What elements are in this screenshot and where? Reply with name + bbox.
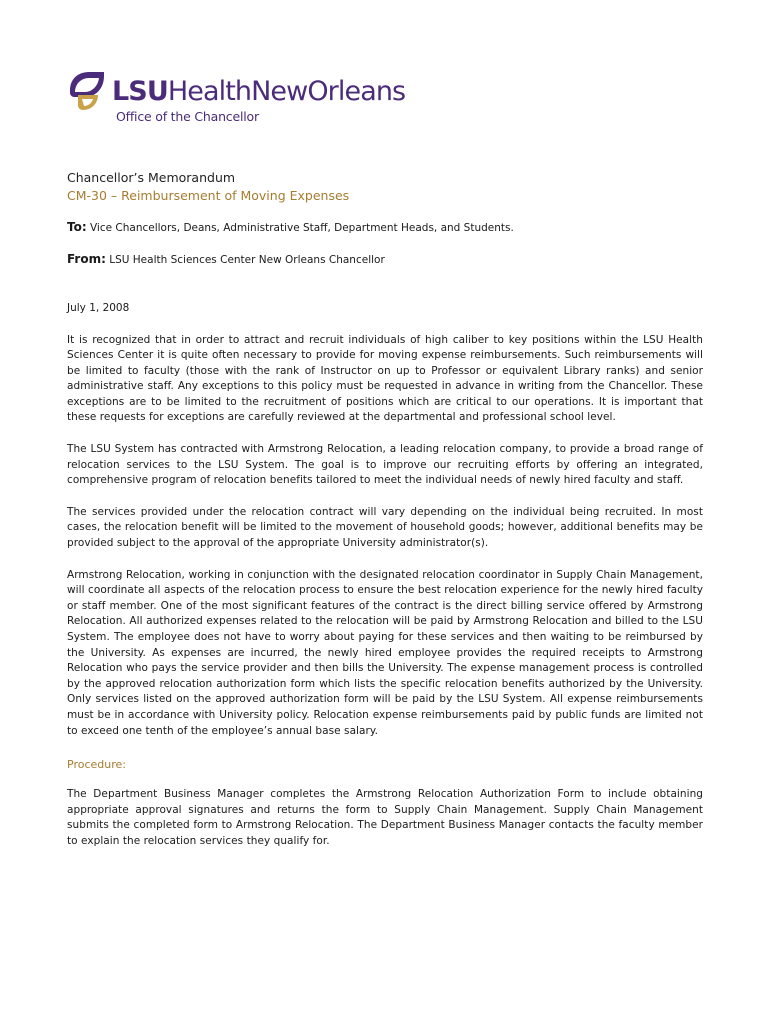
body-paragraph-2: The LSU System has contracted with Armstrong Relocation, a leading relocation company, to provide a broad range of relocation services to the LSU System. The goal is to improve our recruiting efforts by offering an integrated, comprehensive program of relocation benefits tailored to meet the individual needs of newly hired faculty and staff. bbox=[67, 443, 703, 487]
org-name-rest: HealthNewOrleans bbox=[167, 76, 406, 107]
body-paragraph-3: The services provided under the relocation contract will vary depending on the individual being recruited. In most cases, the relocation benefit will be limited to the movement of household goods; however, additional benefits may be provided subject to the approval of the appropriate University administrator(s). bbox=[67, 505, 703, 550]
procedure-paragraph: The Department Business Manager completes the Armstrong Relocation Authorization Form to include obtaining appropriate approval signatures and returns the form to Supply Chain Management. Supply Chain Management submits the completed form to Armstrong Relocation. The Department Business Manager contacts the faculty member to explain the relocation services they qualify for. bbox=[67, 788, 703, 847]
org-name bbox=[112, 76, 405, 108]
to-line bbox=[67, 220, 703, 237]
to-label: To: bbox=[67, 220, 87, 234]
body-paragraph-1: It is recognized that in order to attract and recruit individuals of high caliber to key positions within the LSU Health Sciences Center it is quite often necessary to provide for moving expense reimbursements. Such reimbursements will be limited to faculty (those with the rank of Instructor on up to Professor or equivalent Library ranks) and senior administrative staff. Any exceptions to this policy must be requested in advance in writing from the Chancellor. These exceptions are to be limited to the recruitment of positions which are critical to our operations. It is important that these requests for exceptions are carefully reviewed at the departmental and professional school level. bbox=[67, 333, 703, 424]
lsu-emblem-icon bbox=[66, 70, 110, 114]
memo-subtitle: CM-30 – Reimbursement of Moving Expenses bbox=[67, 188, 350, 203]
office-name: Office of the Chancellor bbox=[116, 109, 259, 124]
org-name-bold: LSU bbox=[112, 76, 168, 107]
lsu-logo bbox=[66, 68, 406, 128]
body-paragraph-4: Armstrong Relocation, working in conjunction with the designated relocation coordinator in Supply Chain Management, will coordinate all aspects of the relocation process to ensure the best relocation experience for the newly hired faculty or staff member. One of the most significant features of the contract is the direct billing service offered by Armstrong Relocation. All authorized expenses related to the relocation will be paid by Armstrong Relocation and billed to the LSU System. The employee does not have to worry about paying for these services and then waiting to be reimbursed by the University. As expenses are incurred, the newly hired employee provides the required receipts to Armstrong Relocation who pays the service provider and then bills the University. The expense management process is controlled by the approved relocation authorization form which lists the specific relocation benefits authorized by the University. Only services listed on the approved authorization form will be paid by the LSU System. All expense reimbursements must be in accordance with University policy. Relocation expense reimbursements paid by public funds are limited not to exceed one tenth of the employee’s annual base salary. bbox=[67, 568, 703, 737]
from-label: From: bbox=[67, 251, 106, 266]
memo-date: July 1, 2008 bbox=[67, 302, 130, 314]
procedure-heading: Procedure: bbox=[67, 758, 126, 772]
memo-content bbox=[67, 170, 703, 850]
from-value: LSU Health Sciences Center New Orleans Chancellor bbox=[105, 253, 385, 266]
from-line bbox=[67, 252, 703, 269]
to-value: Vice Chancellors, Deans, Administrative Staff, Department Heads, and Students. bbox=[86, 222, 514, 234]
memo-title: Chancellor’s Memorandum bbox=[67, 170, 236, 185]
